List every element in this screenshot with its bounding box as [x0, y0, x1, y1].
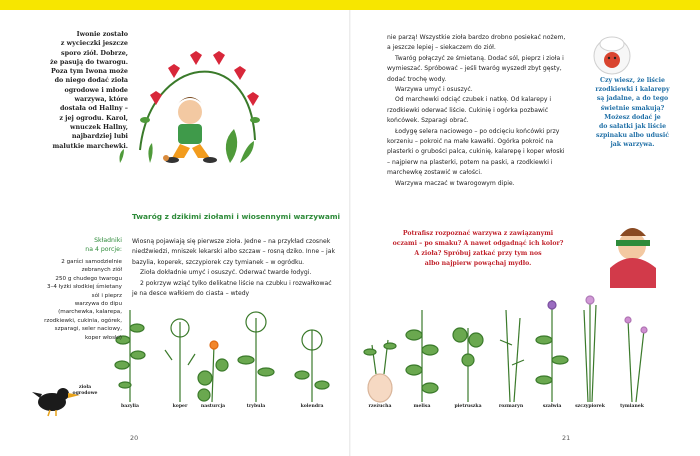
plant-label-nasturcja: nasturcja — [200, 404, 226, 409]
page-number-left: 20 — [130, 434, 139, 442]
tip-taste-game: Potrafisz rozpoznać warzywa z zawiązanymi oczami – po smaku? A nawet odgadnąć ich kolor? A zioła? Spróbuj zatkać przy tym nos albo najpierw powąchaj mydło. — [392, 230, 564, 267]
boy-gardening-illustration — [163, 97, 217, 163]
plant-label-kolendra: kolendra — [300, 404, 324, 409]
page-number-right: 21 — [562, 434, 571, 442]
tip-radish-leaves: Czy wiesz, że liście rzodkiewki i kalarepy są jadalne, a do tego świetnie smakują? Możesz dodać je do sałatki jak liście szpinaku albo udusić jak warzywa. — [595, 77, 670, 149]
right-body-text — [387, 33, 567, 189]
paragraph: nie parzą! Wszystkie zioła bardzo drobno posiekać nożem, a jeszcze lepiej – siekaczem do ziół. — [387, 34, 566, 52]
plant-label-melisa: melisa — [413, 404, 431, 409]
paragraph: 2 pokrzyw wziąć tylko delikatne liście na czubku i rozwałkować je na desce wałkiem do ciasta – wtedy — [132, 279, 332, 298]
paragraph: Warzywa maczać w twarogowym dipie. — [395, 179, 515, 187]
plant-label-szczypiorek: szczypiorek — [575, 404, 605, 409]
paragraph: Od marchewki odciąć czubek i natkę. Od kalarepy i rzodkiewki oderwać liście. Cukinię i ogórka pozbawić końcówek. Szparagi obrać. — [387, 96, 552, 125]
chef-cat-icon — [594, 37, 630, 74]
plant-label-tymianek: tymianek — [620, 404, 644, 409]
ingredients-heading: Składniki na 4 porcje: — [85, 237, 122, 253]
crow-caption: zioła ogrodowe — [72, 385, 98, 396]
herb-koper-illustration — [165, 319, 195, 402]
herb-szalwia-illustration — [536, 300, 568, 402]
herb-szczypiorek-illustration — [584, 296, 596, 402]
herb-trybula-illustration — [238, 312, 274, 402]
paragraph: Warzywa umyć i osuszyć. — [395, 86, 473, 94]
intro-paragraph: Iwonie zostało z wycieczki jeszcze sporo ziół. Dobrze, że pasują do twarogu. Poza tym Iwona może do niego dodać zioła ogrodowe i młode warzywa, które dostała od Hallny – z jej ogrodu. Karol, wnuczek Hallny, najbardziej lubi malutkie marchewki. — [50, 30, 128, 150]
paragraph: Zioła dokładnie umyć i osuszyć. Oderwać twarde łodygi. — [140, 269, 312, 277]
herb-melisa-illustration — [406, 310, 438, 402]
plant-label-pietruszka: pietruszka — [454, 404, 482, 409]
herb-tymianek-illustration — [625, 317, 647, 402]
paragraph: Łodygę selera naciowego – po odcięciu końcówki przy korzeniu – pokroić na małe kawałki. Ogórka pokroić na plasterki o grubości palca, cukinię, kalarepę i koper włoski – najpierw na plasterki, potem na paski, a rzodkiewki i marchewkę zostawić w całości. — [387, 127, 565, 177]
herb-kolendra-illustration — [295, 330, 329, 402]
plant-label-koper: koper — [172, 404, 188, 409]
plant-label-bazylia: bazylia — [121, 404, 139, 409]
plant-label-rozmaryn: rozmaryn — [498, 404, 524, 409]
plant-label-rzezucha: rzeżucha — [368, 404, 392, 409]
paragraph: Twaróg połączyć ze śmietaną. Dodać sól, pieprz i zioła i wymieszać. Spróbować – jeśli twaróg wyszedł zbyt gęsty, dodać trochę wody. — [387, 54, 564, 83]
ingredients-list: 2 garści samodzielnie zebranych ziół 250 g chudego twarogu 3–4 łyżki słodkiej śmietany sól i pieprz warzywa do dipu (marchewka, kalarepa, rzodkiewki, cukinia, ogórek, szparagi, seler naciowy, koper włoski) — [44, 259, 122, 341]
herb-rozmaryn-illustration — [500, 310, 524, 402]
herb-rzezucha-illustration — [364, 340, 396, 402]
paragraph: Wiosną pojawiają się pierwsze zioła. Jedne – na przykład czosnek niedźwiedzi, mniszek lekarski albo szczaw – rosną dziko. Inne – jak bazylia, koperek, szczypiorek czy tymianek – w ogródku. — [132, 238, 335, 266]
blindfolded-girl-illustration — [610, 228, 656, 288]
herb-nasturcja-illustration — [198, 341, 228, 402]
plant-label-trybula: trybula — [246, 404, 266, 409]
plant-label-szalwia: szałwia — [542, 404, 562, 409]
recipe-title: Twaróg z dzikimi ziołami i wiosennymi warzywami — [132, 212, 341, 221]
left-body-text — [132, 237, 338, 299]
herb-pietruszka-illustration — [453, 328, 483, 402]
